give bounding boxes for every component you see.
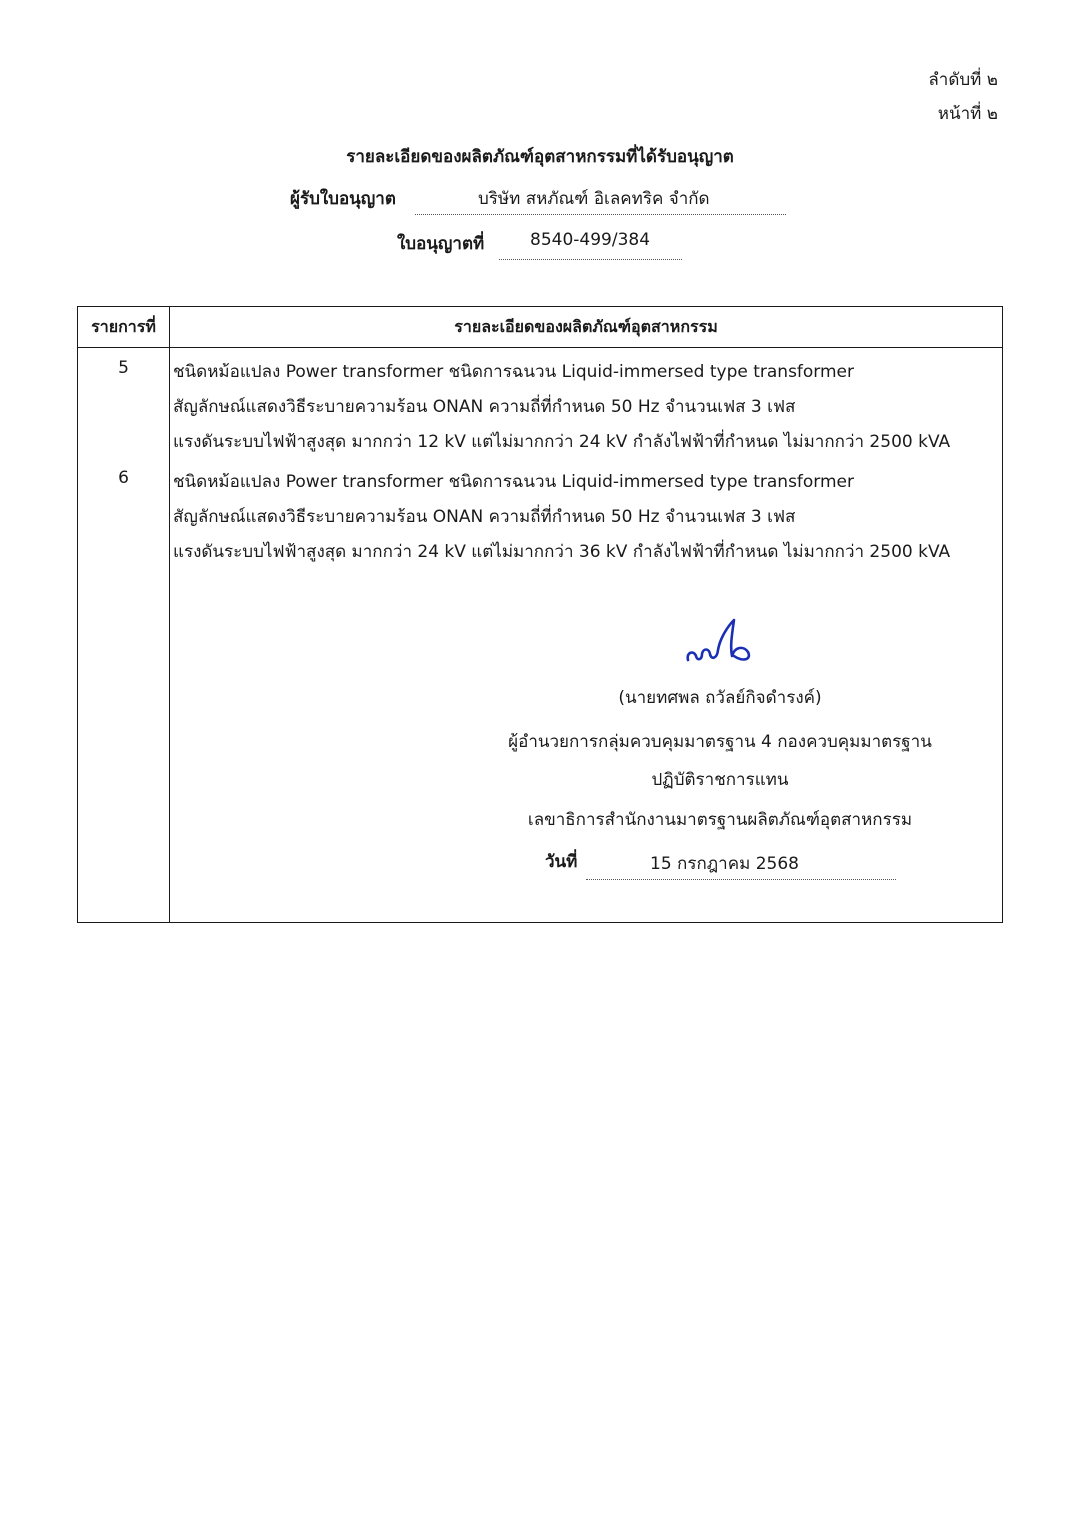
licensee-value: บริษัท สหภัณฑ์ อิเลคทริค จำกัด [478, 189, 710, 209]
item-detail-line: สัญลักษณ์แสดงวิธีระบายความร้อน ONAN ความถี่ที่กำหนด 50 Hz จำนวนเฟส 3 เฟส [173, 507, 796, 527]
item-detail-line: แรงดันระบบไฟฟ้าสูงสุด มากกว่า 24 kV แต่ไม่มากกว่า 36 kV กำลังไฟฟ้าที่กำหนด ไม่มากกว่า 2500 kVA [173, 542, 951, 562]
item-detail-line: ชนิดหม้อแปลง Power transformer ชนิดการฉนวน Liquid-immersed type transformer [173, 362, 855, 382]
licensee-dotted-line [415, 214, 786, 215]
item-number: 5 [118, 358, 129, 378]
license-number-dotted-line [499, 259, 682, 260]
date-value: 15 กรกฎาคม 2568 [650, 854, 799, 874]
item-detail-line: สัญลักษณ์แสดงวิธีระบายความร้อน ONAN ความถี่ที่กำหนด 50 Hz จำนวนเฟส 3 เฟส [173, 397, 796, 417]
signatory-position: ผู้อำนวยการกลุ่มควบคุมมาตรฐาน 4 กองควบคุมมาตรฐาน [508, 732, 932, 752]
licensee-label: ผู้รับใบอนุญาต [290, 189, 396, 209]
product-details-table [77, 306, 1003, 923]
column-header-item-no: รายการที่ [78, 307, 170, 348]
table-header-row [78, 307, 1003, 348]
item-number: 6 [118, 468, 129, 488]
handwritten-signature [682, 616, 762, 668]
signatory-office: เลขาธิการสำนักงานมาตรฐานผลิตภัณฑ์อุตสาหกรรม [527, 810, 913, 830]
item-number-cell [78, 348, 170, 923]
item-details-cell [170, 348, 1003, 923]
license-number-label: ใบอนุญาตที่ [397, 234, 485, 254]
document-title: รายละเอียดของผลิตภัณฑ์อุตสาหกรรมที่ได้รับอนุญาต [346, 147, 734, 167]
column-header-details: รายละเอียดของผลิตภัณฑ์อุตสาหกรรม [170, 307, 1003, 348]
page-number: หน้าที่ ๒ [937, 104, 998, 124]
signatory-name: (นายทศพล ถวัลย์กิจดำรงค์) [618, 688, 822, 708]
license-number-value: 8540-499/384 [530, 230, 651, 250]
signatory-acting: ปฏิบัติราชการแทน [651, 770, 789, 790]
date-label: วันที่ [545, 852, 578, 872]
item-detail-line: แรงดันระบบไฟฟ้าสูงสุด มากกว่า 12 kV แต่ไม่มากกว่า 24 kV กำลังไฟฟ้าที่กำหนด ไม่มากกว่า 2500 kVA [173, 432, 951, 452]
date-dotted-line [586, 879, 896, 880]
sequence-number: ลำดับที่ ๒ [928, 70, 998, 90]
table-body-row [78, 348, 1003, 923]
item-detail-line: ชนิดหม้อแปลง Power transformer ชนิดการฉนวน Liquid-immersed type transformer [173, 472, 855, 492]
